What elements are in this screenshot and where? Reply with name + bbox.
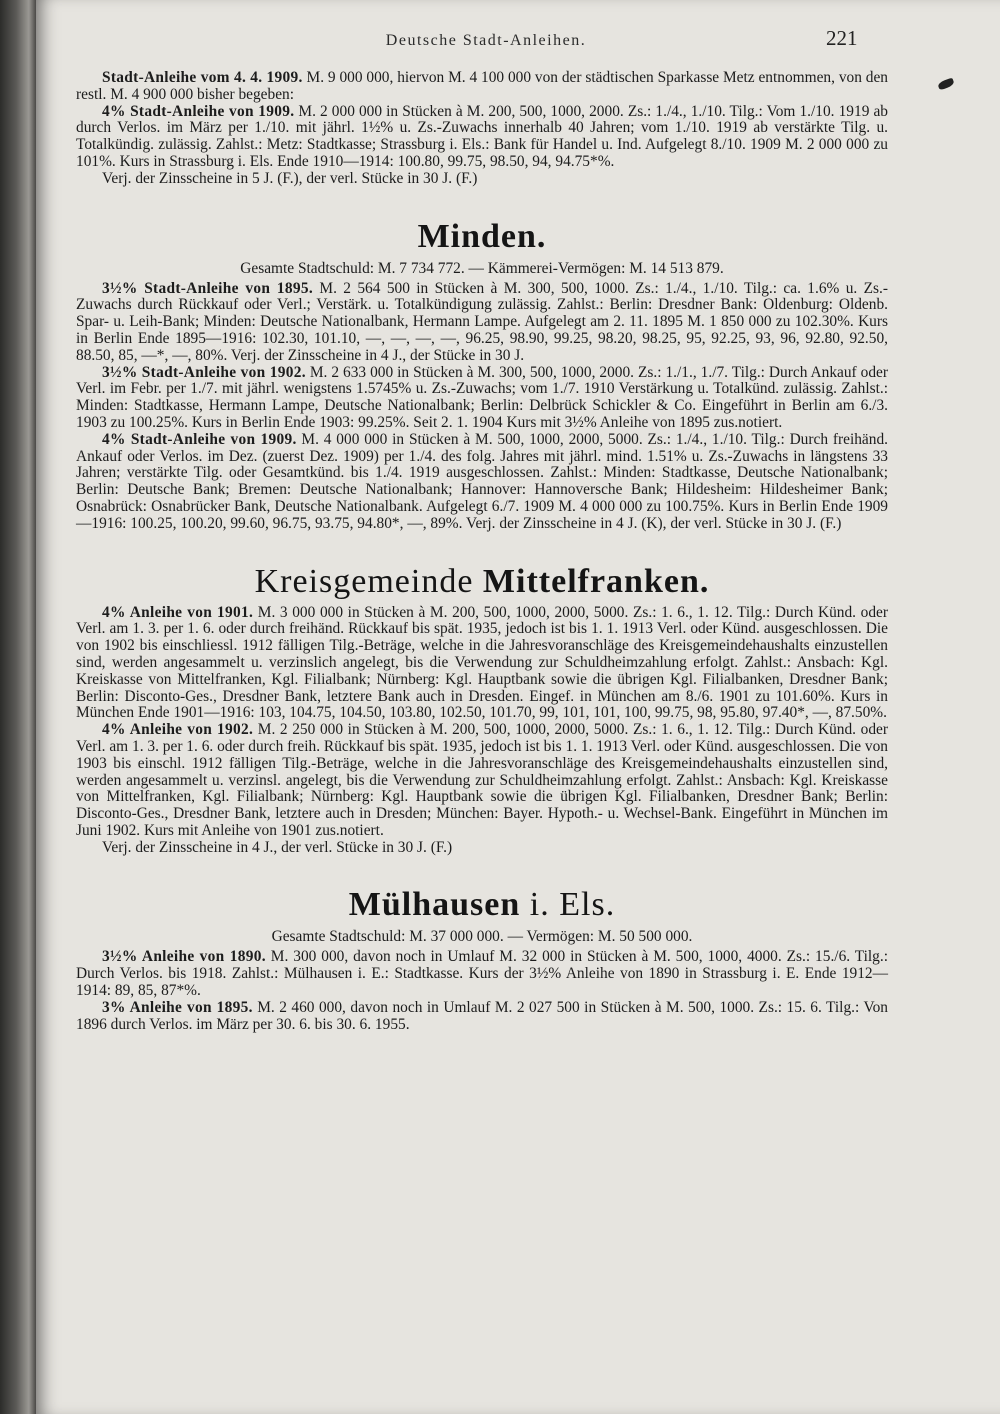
- mittelfranken-title-prefix: Kreisgemeinde: [254, 562, 483, 600]
- metz-paragraph-1: [76, 70, 888, 104]
- minden-paragraph-2: [76, 365, 888, 432]
- minden-paragraph-1: [76, 281, 888, 365]
- mittelfranken-paragraph-3: [76, 840, 888, 857]
- adjacent-page-edge: [0, 0, 36, 1414]
- muelhausen-section: [76, 886, 888, 1033]
- metz-prescription-note: Verj. der Zinsscheine in 5 J. (F.), der verl. Stücke in 30 J. (F.): [102, 169, 478, 187]
- mittelfranken-loan-heading-1901: 4% Anleihe von 1901.: [102, 603, 254, 621]
- mittelfranken-prescription-note: Verj. der Zinsscheine in 4 J., der verl. Stücke in 30 J. (F.): [102, 838, 453, 856]
- minden-loan-heading-1902: 3½% Stadt-Anleihe von 1902.: [102, 363, 306, 381]
- minden-loan-text-1895: M. 2 564 500 in Stücken à M. 300, 500, 1000. Zs.: 1./4., 1./10. Tilg.: ca. 1.6% u. Zs.-Zuwachs durch Rückkauf oder Verl.; Verstärk. u. Totalkündigung zulässig. Zahlst.: Berlin: Dresdner Bank: Oldenburg: Oldenb. Spar- u. Leih-Bank; Minden: Deutsche Nationalbank, Hermann Lampe. Aufgelegt am 2. 11. 1895 M. 1 850 000 zu 102.30%. Kurs in Berlin Ende 1895—1916: 102.30, 101.10, —, —, —, —, 96.25, 98.90, 99.25, 98.20, 98.25, 95, 92.25, 93, 96, 92.80, 92.50, 88.50, 85, —*, —, 80%. Verj. der Zinsscheine in 4 J., der Stücke in 30 J.: [76, 279, 888, 364]
- muelhausen-debt-summary: Gesamte Stadtschuld: M. 37 000 000. — Vermögen: M. 50 500 000.: [271, 928, 693, 946]
- muelhausen-loan-text-1890: M. 300 000, davon noch in Umlauf M. 32 000 in Stücken à M. 500, 1000, 4000. Zs.: 15./6. Tilg.: Durch Verlos. bis 1918. Zahlst.: Mülhausen i. E.: Stadtkasse. Kurs der 3½% Anleihe von 1890 in Strassburg i. E. Ende 1912—1914: 89, 85, 87*%.: [76, 948, 888, 1000]
- metz-loan-text-1909-total: M. 9 000 000, hiervon M. 4 100 000 von der städtischen Sparkasse Metz entnommen, von den restl. M. 4 900 000 bisher begeben:: [76, 69, 888, 103]
- mittelfranken-title-name: Mittelfranken.: [482, 562, 710, 600]
- metz-section: [76, 70, 888, 188]
- muelhausen-title: [76, 886, 888, 924]
- mittelfranken-loan-heading-1902: 4% Anleihe von 1902.: [102, 721, 254, 739]
- running-head-title: Deutsche Stadt-Anleihen.: [385, 32, 587, 49]
- mittelfranken-section: [76, 563, 888, 857]
- mittelfranken-title: [76, 563, 888, 601]
- minden-section: [76, 218, 888, 533]
- minden-loan-text-1902: M. 2 633 000 in Stücken à M. 300, 500, 1000, 2000. Zs.: 1./1., 1./7. Tilg.: Durch Ankauf oder Verl. im Febr. per 1./7. mit jährl. wenigstens 1.5745% u. Zs.-Zuwachs; vom 1./7. 1910 Verstärkung u. Totalkünd. zulässig. Zahlst.: Minden: Stadtkasse, Hermann Lampe, Deutsche Nationalbank; Berlin: Delbrück Schickler & Co. Eingeführt in Berlin am 6./3. 1903 zu 100.25%. Kurs in Berlin Ende 1903: 99.25%. Seit 2. 1. 1904 Kurs mit 3½% Anleihe von 1895 zus.notiert.: [76, 363, 888, 431]
- minden-title: Minden.: [417, 217, 547, 255]
- print-blemish: [937, 78, 955, 91]
- minden-loan-text-1909: M. 4 000 000 in Stücken à M. 500, 1000, 2000, 5000. Zs.: 1./4., 1./10. Tilg.: Durch freihänd. Ankauf oder Verlos. im Dez. (zuerst Dez. 1909) per 1./4. des folg. Jahres mit jährl. mind. 1.51% u. Zs.-Zuwachs in längstens 33 Jahren; verstärkte Tilg. oder Gesamtkünd. bis 1./4. 1919 ausgeschlossen. Zahlst.: Minden: Stadtkasse, Deutsche Nationalbank; Berlin: Deutsche Bank; Bremen: Deutsche Nationalbank; Hannover: Hannoversche Bank; Hildesheim: Hildesheimer Bank; Osnabrück: Osnabrücker Bank, Deutsche Nationalbank. Aufgelegt 6./7. 1909 M. 4 000 000 zu 100.75%. Kurs in Berlin Ende 1909—1916: 100.25, 100.20, 99.60, 96.75, 93.75, 94.80*, —, 89%. Verj. der Zinsscheine in 4 J. (K), der verl. Stücke in 30 J. (F.): [76, 430, 888, 532]
- muelhausen-paragraph-1: [76, 949, 888, 999]
- running-header: [36, 26, 1000, 56]
- muelhausen-loan-heading-1890: 3½% Anleihe von 1890.: [102, 948, 266, 966]
- metz-loan-text-1909: M. 2 000 000 in Stücken à M. 200, 500, 1000, 2000. Zs.: 1./4., 1./10. Tilg.: Vom 1./10. 1919 ab durch Verlos. im März per 1./10. mit jährl. 1½% u. Zs.-Zuwachs innerhalb 40 Jahren; vom 1./10. 1919 ab verstärkte Tilg. u. Totalkündig. zulässig. Zahlst.: Metz: Stadtkasse; Strassburg i. Els.: Bank für Handel u. Ind. Aufgelegt 8./10. 1909 M. 2 000 000 zu 101%. Kurs in Strassburg i. Els. Ende 1910—1914: 100.80, 99.75, 98.50, 94, 94.75*%.: [76, 102, 888, 170]
- mittelfranken-loan-text-1902: M. 2 250 000 in Stücken à M. 200, 500, 1000, 2000, 5000. Zs.: 1. 6., 1. 12. Tilg.: Durch Künd. oder Verl. am 1. 3. per 1. 6. oder durch freih. Rückkauf bis spät. 1935, jedoch ist bis 1. 1. 1913 Verl. oder Künd. ausgeschlossen. Die von 1903 bis einschl. 1912 fälligen Tilg.-Beträge, welche in die Jahresvoranschläge des Kreisgemeindehaushalts einzustellen sind, werden angesammelt u. verzinsl. angelegt, bis die Verwendung zur Schuldheimzahlung erfolgt. Zahlst.: Ansbach: Kgl. Kreiskasse von Mittelfranken, Kgl. Filialbank; Nürnberg: Kgl. Hauptbank sowie die übrigen Kgl. Filialbanken, Dresdner Bank; Berlin: Disconto-Ges., Dresdner Bank, letztere auch in Dresden; München: Bayer. Hypoth.- u. Wechsel-Bank. Eingeführt in München im Juni 1902. Kurs mit Anleihe von 1901 zus.notiert.: [76, 721, 888, 839]
- book-page: [36, 0, 1000, 1414]
- metz-loan-heading-1909-total: Stadt-Anleihe vom 4. 4. 1909.: [102, 69, 303, 86]
- metz-paragraph-3: [76, 171, 888, 188]
- mittelfranken-loan-text-1901: M. 3 000 000 in Stücken à M. 200, 500, 1000, 2000, 5000. Zs.: 1. 6., 1. 12. Tilg.: Durch Künd. oder Verl. am 1. 3. per 1. 6. oder durch freihänd. Rückkauf bis spät. 1935, jedoch ist bis 1. 1. 1913 Verl. oder Künd. ausgeschlossen. Die von 1902 bis einschliessl. 1912 fälligen Tilg.-Beträge, welche in die Jahresvoranschläge des Kreisgemeindehaushalts einzustellen sind, werden angesammelt u. verzinslich angelegt, bis die Verwendung zur Schuldheimzahlung erfolgt. Zahlst.: Ansbach: Kgl. Kreiskasse von Mittelfranken, Kgl. Filialbank; Nürnberg: Kgl. Hauptbank sowie die übrigen Kgl. Filialbanken, Dresdner Bank; Berlin: Disconto-Ges., Dresdner Bank, letztere Bank auch in Dresden. Eingef. in München am 8./6. 1901 zu 101.60%. Kurs in München Ende 1901—1916: 103, 104.75, 104.50, 103.80, 102.50, 101.70, 99, 101, 101, 100, 99.75, 98, 95.80, 97.40*, —, 87.50%.: [76, 603, 888, 722]
- mittelfranken-paragraph-2: [76, 722, 888, 840]
- minden-paragraph-3: [76, 432, 888, 533]
- muelhausen-title-name: Mülhausen: [348, 886, 521, 924]
- metz-paragraph-2: [76, 104, 888, 171]
- mittelfranken-paragraph-1: [76, 605, 888, 723]
- muelhausen-paragraph-2: [76, 1000, 888, 1034]
- page-body: [76, 70, 888, 1033]
- muelhausen-loan-text-1895: M. 2 460 000, davon noch in Umlauf M. 2 027 500 in Stücken à M. 500, 1000. Zs.: 15. 6. Tilg.: Von 1896 durch Verlos. im März per 30. 6. bis 30. 6. 1955.: [76, 998, 888, 1033]
- muelhausen-title-suffix: i. Els.: [520, 886, 616, 924]
- minden-loan-heading-1909: 4% Stadt-Anleihe von 1909.: [102, 430, 297, 448]
- minden-loan-heading-1895: 3½% Stadt-Anleihe von 1895.: [102, 279, 314, 297]
- metz-loan-heading-1909: 4% Stadt-Anleihe von 1909.: [102, 102, 295, 120]
- muelhausen-loan-heading-1895: 3% Anleihe von 1895.: [102, 998, 253, 1016]
- page-number: 221: [826, 26, 858, 50]
- minden-debt-summary: Gesamte Stadtschuld: M. 7 734 772. — Kämmerei-Vermögen: M. 14 513 879.: [240, 259, 724, 277]
